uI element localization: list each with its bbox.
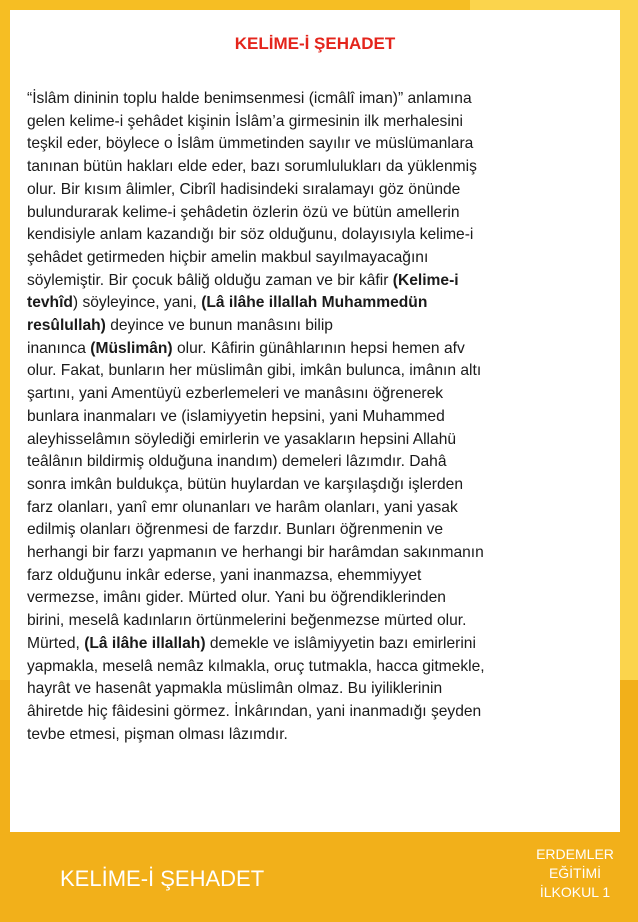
text-segment: Mürted, xyxy=(27,634,85,652)
text-line xyxy=(27,429,612,452)
bold-text-segment: tevhîd xyxy=(27,294,73,312)
text-segment: aleyhisselâmın söylediği emirlerin ve yasakların hepsini Allahü xyxy=(27,430,457,448)
text-line xyxy=(27,202,612,225)
text-segment: inanınca xyxy=(27,339,91,357)
text-segment: şartını, yani Amentüyü ezberlemeleri ve manâsını öğrenerek xyxy=(27,385,444,403)
text-segment: sonra imkân buldukça, bütün huylardan ve karşılaşdığı işlerden xyxy=(27,475,464,493)
text-segment: bulundurarak kelime-i şehâdetin özlerin özü ve bütün amellerin xyxy=(27,203,460,221)
text-segment: demekle ve islâmiyyetin bazı emirlerini xyxy=(205,634,476,652)
text-segment: edilmiş olanları öğrenmesi de farzdır. Bunları öğrenmenin ve xyxy=(27,521,444,539)
bold-text-segment: (Lâ ilâhe illallah) xyxy=(84,634,206,652)
text-line xyxy=(27,133,612,156)
bold-text-segment: (Lâ ilâhe illallah Muhammedün xyxy=(201,294,428,312)
text-segment: olur. Kâfirin günâhlarının hepsi hemen afv xyxy=(172,339,465,357)
text-segment: deyince ve bunun manâsını bilip xyxy=(105,317,333,335)
text-segment: şehâdet getirmeden hiçbir amelin makbul sayılmayacağını xyxy=(27,248,429,266)
bold-text-segment: (Kelime-i xyxy=(392,271,459,289)
text-segment: olur. Bir kısım âlimler, Cibrîl hadisindeki sıralamayı göz önünde xyxy=(27,180,461,198)
body-paragraph xyxy=(27,88,612,746)
brand-line-2: EĞİTİMİ xyxy=(548,865,602,881)
brand-line-1: ERDEMLER xyxy=(536,846,614,862)
bold-text-segment: resûlullah) xyxy=(27,317,106,335)
text-line xyxy=(27,633,612,656)
text-segment: olur. Fakat, bunların her müslimân gibi, imkân bulunca, imânın altı xyxy=(27,362,482,380)
text-line xyxy=(27,111,612,134)
text-segment: herhangi bir farzı yapmanın ve herhangi bir harâmdan sakınmanın xyxy=(27,544,484,562)
text-segment: tanınan bütün hakları elde eder, bazı sorumlulukları da yüklenmiş xyxy=(27,158,477,176)
text-segment: söylemiştir. Bir çocuk bâliğ olduğu zaman ve bir kâfir xyxy=(27,271,393,289)
document-sheet xyxy=(10,10,620,832)
bold-text-segment: (Müslimân) xyxy=(90,339,173,357)
text-line xyxy=(27,247,612,270)
text-line xyxy=(27,519,612,542)
text-segment: yapmakla, meselâ nemâz kılmakla, oruç tutmakla, hacca gitmekle, xyxy=(27,657,485,675)
text-line xyxy=(27,474,612,497)
text-line xyxy=(27,270,612,293)
text-line xyxy=(27,724,612,747)
text-line xyxy=(27,451,612,474)
text-line xyxy=(27,610,612,633)
text-line xyxy=(27,678,612,701)
text-line xyxy=(27,542,612,565)
text-segment: âhiretde hiç fâidesini görmez. İnkârından, yani inanmadığı şeyden xyxy=(27,702,482,720)
text-line xyxy=(27,497,612,520)
text-segment: birini, meselâ kadınların örtünmelerini beğenmezse mürted olur. xyxy=(27,612,467,630)
text-line xyxy=(27,292,612,315)
brand-line-3: İLKOKUL 1 xyxy=(539,884,611,900)
text-line xyxy=(27,360,612,383)
text-segment: farz olanları, yanî emr olunanları ve harâm olanları, yani yasak xyxy=(27,498,458,516)
text-line xyxy=(27,179,612,202)
text-segment: teâlânın bildirmiş olduğuna inandım) demeleri lâzımdır. Dahâ xyxy=(27,453,447,471)
footer-title: KELİME-İ ŞEHADET xyxy=(60,866,265,891)
text-segment: gelen kelime-i şehâdet kişinin İslâm’a girmesinin ilk merhalesini xyxy=(27,112,463,130)
text-line xyxy=(27,315,612,338)
text-line xyxy=(27,338,612,361)
text-segment: teşkil eder, böylece o İslâm ümmetinden sayılır ve müslümanlara xyxy=(27,135,474,153)
text-segment: ) söyleyince, yani, xyxy=(72,294,202,312)
page-title: KELİME-İ ŞEHADET xyxy=(234,34,396,53)
text-segment: “İslâm dininin toplu halde benimsenmesi (icmâlî iman)” anlamına xyxy=(27,90,472,107)
text-line xyxy=(27,156,612,179)
text-line xyxy=(27,587,612,610)
text-line xyxy=(27,656,612,679)
text-line xyxy=(27,406,612,429)
text-segment: farz olduğunu inkâr ederse, yani inanmazsa, ehemmiyyet xyxy=(27,566,422,584)
text-segment: vermezse, imânı gider. Mürted olur. Yani bu öğrendiklerinden xyxy=(27,589,446,607)
text-line xyxy=(27,88,612,111)
text-segment: tevbe etmesi, pişman olması lâzımdır. xyxy=(27,725,288,743)
text-segment: hayrât ve hasenât yapmakla müslimân olmaz. Bu iyiliklerinin xyxy=(27,680,443,698)
text-line xyxy=(27,224,612,247)
text-line xyxy=(27,701,612,724)
text-segment: bunlara inanmaları ve (islamiyyetin hepsini, yani Muhammed xyxy=(27,407,445,425)
text-line xyxy=(27,383,612,406)
footer-brand xyxy=(520,845,630,902)
text-line xyxy=(27,565,612,588)
text-segment: kendisiyle anlam kazandığı bir söz olduğunu, dolayısıyla kelime-i xyxy=(27,226,474,244)
